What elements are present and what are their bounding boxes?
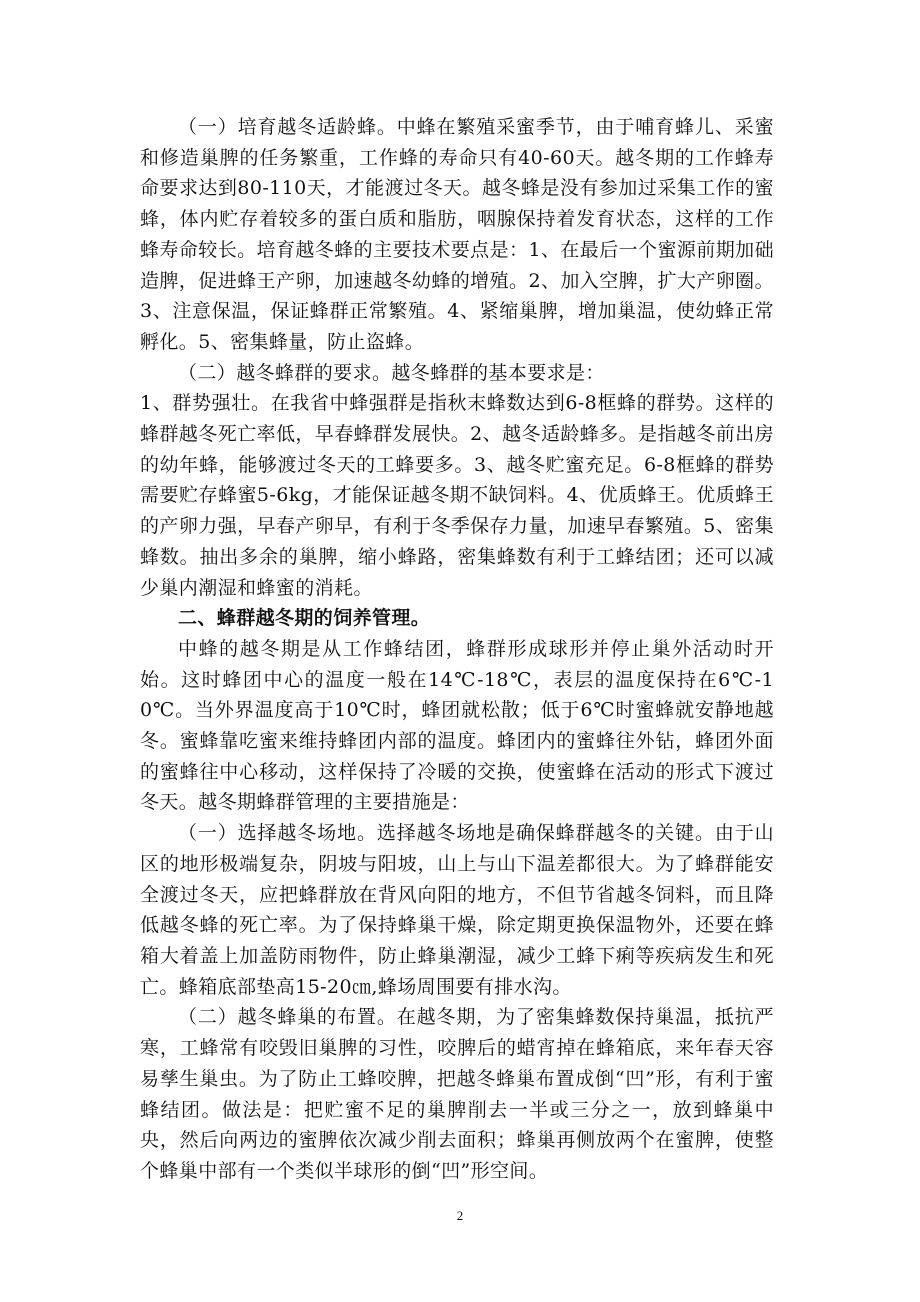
paragraph-choose-wintering-site: （一）选择越冬场地。选择越冬场地是确保蜂群越冬的关键。由于山区的地形极端复杂，阴坡与阳坡，山上与山下温差都很大。为了蜂群能安全渡过冬天，应把蜂群放在背风向阳的地方，不但节省越冬饲料，而且降低越冬蜂的死亡率。为了保持蜂巢干燥，除定期更换保温物外，还要在蜂箱大着盖上加盖防雨物件，防止蜂巢潮湿，减少工蜂下痢等疾病发生和死亡。蜂箱底部垫高15-20㎝,蜂场周围要有排水沟。 [140, 822, 774, 998]
page-number: 2 [456, 1208, 464, 1223]
paragraph-wintering-hive-layout: （二）越冬蜂巢的布置。在越冬期，为了密集蜂数保持巢温，抵抗严寒，工蜂常有咬毁旧巢脾的习性，咬脾后的蜡宵掉在蜂箱底，来年春天容易孳生巢虫。为了防止工蜂咬脾，把越冬蜂巢布置成倒“凹”形，有利于蜜蜂结团。做法是：把贮蜜不足的巢脾削去一半或三分之一，放到蜂巢中央，然后向两边的蜜脾依次减少削去面积；蜂巢再侧放两个在蜜脾，使整个蜂巢中部有一个类似半球形的倒“凹”形空间。 [140, 1006, 774, 1182]
paragraph-cultivate-wintering-bees: （一）培育越冬适龄蜂。中蜂在繁殖采蜜季节，由于哺育蜂儿、采蜜和修造巢脾的任务繁重，工作蜂的寿命只有40-60天。越冬期的工作蜂寿命要求达到80-110天，才能渡过冬天。越冬蜂是没有参加过采集工作的蜜蜂，体内贮存着较多的蛋白质和脂肪，咽腺保持着发育状态，这样的工作蜂寿命较长。培育越冬蜂的主要技术要点是：1、在最后一个蜜源前期加础造脾，促进蜂王产卵，加速越冬幼蜂的增殖。2、加入空脾，扩大产卵圈。3、注意保温，保证蜂群正常繁殖。4、紧缩巢脾，增加巢温，使幼蜂正常孵化。5、密集蜂量，防止盗蜂。 [140, 116, 774, 353]
section-heading-wintering-management: 二、蜂群越冬期的饲养管理。 [178, 607, 431, 630]
paragraph-wintering-period: 中蜂的越冬期是从工作蜂结团，蜂群形成球形并停止巢外活动时开始。这时蜂团中心的温度一般在14℃-18℃，表层的温度保持在6℃-10℃。当外界温度高于10℃时，蜂团就松散；低于6℃时蜜蜂就安静地越冬。蜜蜂靠吃蜜来维持蜂团内部的温度。蜂团内的蜜蜂往外钻，蜂团外面的蜜蜂往中心移动，这样保持了冷暖的交换，使蜜蜂在活动的形式下渡过冬天。越冬期蜂群管理的主要措施是： [140, 637, 774, 814]
paragraph-wintering-colony-requirements: （二）越冬蜂群的要求。越冬蜂群的基本要求是： [178, 361, 605, 384]
paragraph-requirements-list: 1、群势强壮。在我省中蜂强群是指秋末蜂数达到6-8框蜂的群势。这样的蜂群越冬死亡率低，早春蜂群发展快。2、越冬适龄蜂多。是指越冬前出房的幼年蜂，能够渡过冬天的工蜂要多。3、越冬贮蜜充足。6-8框蜂的群势需要贮存蜂蜜5-6kg，才能保证越冬期不缺饲料。4、优质蜂王。优质蜂王的产卵力强，早春产卵早，有利于冬季保存力量，加速早春繁殖。5、密集蜂数。抽出多余的巢脾，缩小蜂路，密集蜂数有利于工蜂结团；还可以减少巢内潮湿和蜂蜜的消耗。 [140, 392, 774, 599]
page-body [140, 112, 774, 1187]
